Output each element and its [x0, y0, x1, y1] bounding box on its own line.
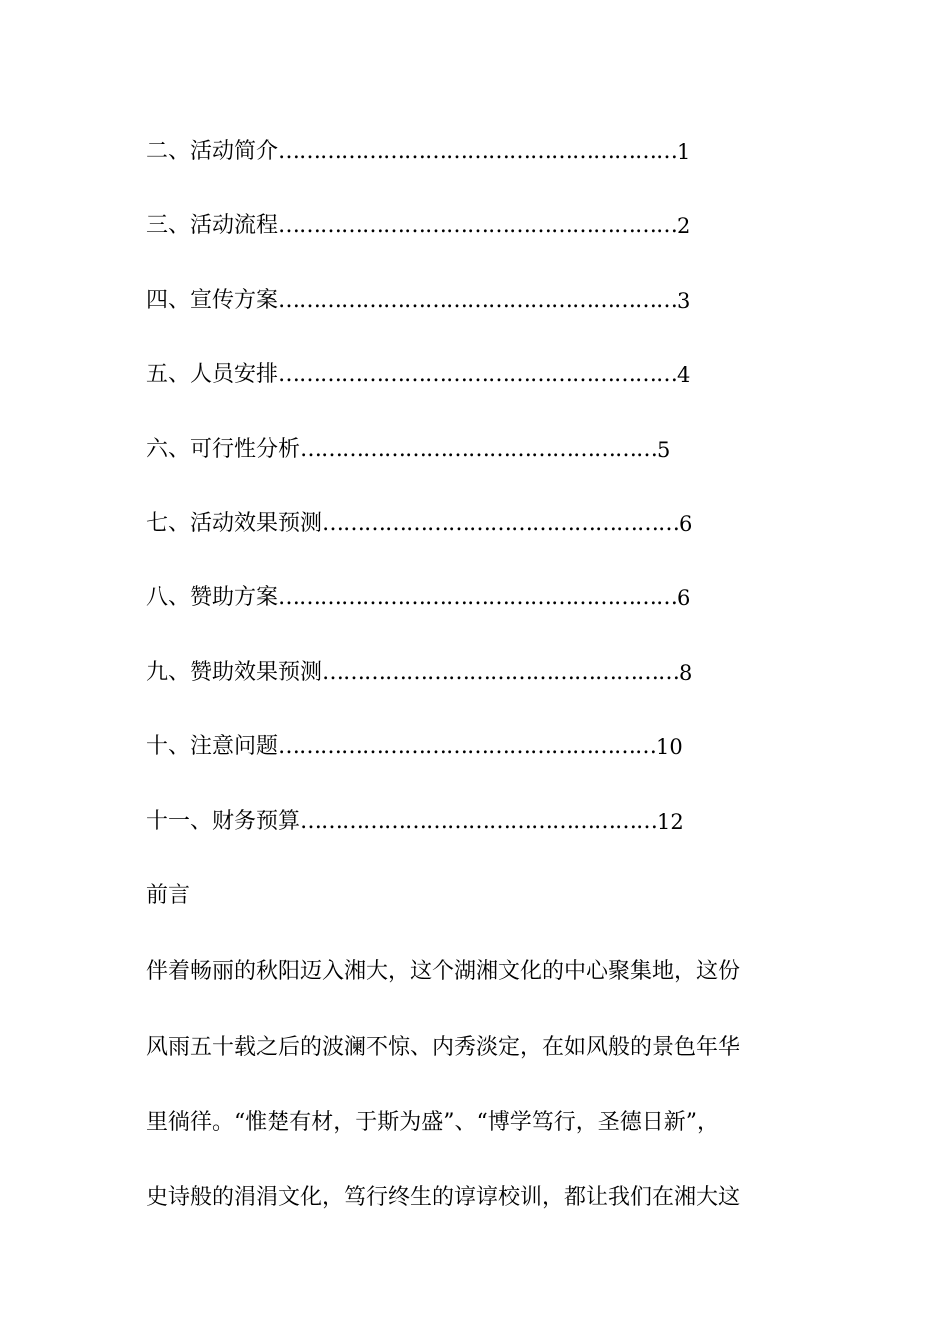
preface-paragraph-line: 里徜徉。“惟楚有材，于斯为盛”、“博学笃行，圣德日新”，: [146, 1110, 719, 1135]
toc-entry: [146, 653, 806, 727]
toc-page-number: 10: [656, 735, 683, 760]
toc-entry-title: 十一、财务预算: [146, 808, 301, 834]
toc-entry-title: 五、人员安排: [146, 362, 279, 388]
toc-entry-title: 六、可行性分析: [146, 436, 301, 462]
preface-paragraph-line: 伴着畅丽的秋阳迈入湘大，这个湖湘文化的中心聚集地，这份: [146, 959, 741, 984]
toc-leader-dots: …………………………………………………: [278, 287, 678, 313]
table-of-contents: [146, 132, 806, 876]
toc-leader-dots: …………………………………………………: [278, 139, 678, 164]
toc-leader-dots: ……………………………………………: [300, 808, 658, 834]
toc-leader-dots: …………………………………………………: [278, 585, 678, 611]
toc-entry-title: 八、赞助方案: [146, 585, 279, 611]
toc-page-number: 8: [679, 660, 693, 685]
toc-entry-title: 九、赞助效果预测: [146, 659, 323, 685]
toc-leader-dots: ………………………………………………: [278, 734, 657, 760]
toc-leader-dots: ……………………………………………: [322, 659, 680, 685]
toc-entry: [146, 578, 806, 652]
toc-entry: [146, 206, 806, 280]
preface-paragraph-line: 史诗般的涓涓文化，笃行终生的谆谆校训，都让我们在湘大这: [146, 1185, 741, 1210]
toc-entry: [146, 132, 806, 206]
toc-entry: [146, 355, 806, 429]
toc-leader-dots: ……………………………………………: [322, 510, 680, 536]
toc-leader-dots: ……………………………………………: [300, 436, 658, 462]
toc-entry: [146, 727, 806, 801]
toc-page-number: 1: [677, 140, 691, 164]
toc-page-number: 3: [677, 288, 691, 313]
toc-entry-title: 二、活动简介: [146, 139, 279, 164]
toc-entry: [146, 281, 806, 355]
toc-page-number: 6: [679, 511, 693, 536]
toc-page-number: 12: [657, 809, 684, 834]
toc-entry-title: 三、活动流程: [146, 213, 279, 239]
toc-leader-dots: …………………………………………………: [278, 213, 678, 239]
toc-entry: [146, 802, 806, 876]
preface-paragraph-line: 风雨五十载之后的波澜不惊、内秀淡定，在如风般的景色年华: [146, 1035, 741, 1060]
toc-entry-title: 七、活动效果预测: [146, 510, 323, 536]
toc-page-number: 4: [677, 363, 691, 388]
toc-leader-dots: …………………………………………………: [278, 362, 678, 388]
toc-page-number: 6: [677, 586, 691, 611]
toc-entry-title: 十、注意问题: [146, 734, 279, 760]
toc-entry-title: 四、宣传方案: [146, 287, 279, 313]
toc-page-number: 5: [657, 437, 671, 462]
toc-entry: [146, 430, 806, 504]
toc-entry: [146, 504, 806, 578]
toc-page-number: 2: [677, 214, 691, 239]
preface-heading: 前言: [146, 883, 191, 908]
